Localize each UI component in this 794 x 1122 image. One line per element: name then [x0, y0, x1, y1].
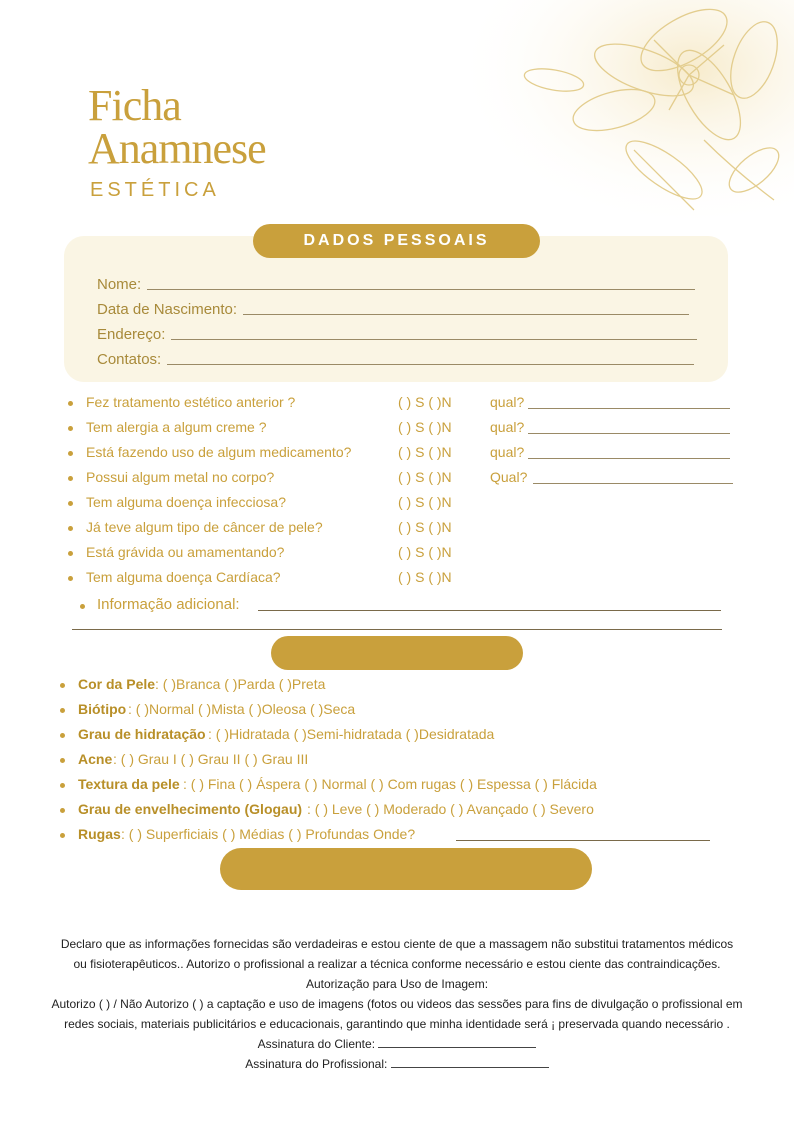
question-text: Tem alguma doença Cardíaca? — [86, 569, 281, 585]
bullet — [60, 783, 65, 788]
bullet — [80, 604, 85, 609]
additional-info-label: Informação adicional: — [97, 596, 240, 613]
attr-options[interactable]: : ( ) Fina ( ) Áspera ( ) Normal ( ) Com rugas ( ) Espessa ( ) Flácida — [183, 776, 597, 792]
declaration-line: Autorizo ( ) / Não Autorizo ( ) a captação e uso de imagens (fotos ou videos das sessões para fins de divulgação o profissional em — [51, 997, 743, 1011]
answer-line[interactable] — [528, 458, 730, 459]
question-text: Tem alguma doença infecciosa? — [86, 494, 287, 510]
field-line — [243, 313, 689, 315]
question-text: Fez tratamento estético anterior ? — [86, 394, 296, 410]
attr-options[interactable]: : ( ) Superficiais ( ) Médias ( ) Profundas Onde? — [121, 826, 416, 842]
question-text: Está grávida ou amamentando? — [86, 544, 285, 560]
qual-label: qual? — [490, 419, 525, 435]
qual-label: qual? — [490, 394, 525, 410]
subtitle: ESTÉTICA — [90, 179, 220, 201]
field-data-nascimento[interactable] — [97, 298, 689, 318]
attr-label: Grau de envelhecimento (Glogau) — [78, 801, 303, 817]
bullet — [60, 758, 65, 763]
yes-no-options[interactable]: ( ) S ( )N — [398, 394, 452, 410]
declaration-line: Declaro que as informações fornecidas são verdadeiras e estou ciente de que a massagem não substitui tratamentos médicos — [60, 937, 734, 951]
yes-no-options[interactable]: ( ) S ( )N — [398, 444, 452, 460]
answer-line[interactable] — [528, 408, 730, 409]
question-text: Está fazendo uso de algum medicamento? — [86, 444, 352, 460]
title-line-2: Anamnese — [88, 124, 266, 173]
yes-no-options[interactable]: ( ) S ( )N — [398, 494, 452, 510]
section-heading-dados-pessoais: DADOS PESSOAIS — [253, 224, 540, 258]
attr-options[interactable]: : ( )Branca ( )Parda ( )Preta — [155, 676, 326, 692]
field-line — [171, 338, 697, 340]
declaration — [20, 934, 774, 1074]
bullet — [68, 451, 73, 456]
question-text: Possui algum metal no corpo? — [86, 469, 275, 485]
bullet — [68, 501, 73, 506]
answer-line[interactable] — [533, 483, 733, 484]
rugas-onde-line[interactable] — [456, 840, 710, 841]
title-line-1: Ficha — [88, 81, 181, 130]
bullet — [68, 401, 73, 406]
attr-label: Textura da pele — [78, 776, 180, 792]
bullet — [68, 551, 73, 556]
bullet — [60, 708, 65, 713]
additional-info-row — [80, 596, 730, 616]
field-label: Nome: — [97, 276, 142, 293]
section-heading-blank — [271, 636, 523, 670]
attr-options[interactable]: : ( )Normal ( )Mista ( )Oleosa ( )Seca — [128, 701, 356, 717]
section-heading-blank-2 — [220, 848, 592, 890]
question-text: Tem alergia a algum creme ? — [86, 419, 267, 435]
answer-line[interactable] — [528, 433, 730, 434]
additional-info-line[interactable] — [258, 610, 721, 611]
question-text: Já teve algum tipo de câncer de pele? — [86, 519, 323, 535]
qual-label: Qual? — [490, 469, 528, 485]
bullet — [68, 426, 73, 431]
field-line — [147, 288, 695, 290]
image-authorization-title: Autorização para Uso de Imagem: — [305, 977, 489, 991]
declaration-line: redes sociais, materiais publicitários e educacionais, garantindo que minha identidade será ¡ preservada quando necessário . — [64, 1017, 730, 1031]
floral-decoration — [454, 0, 794, 230]
attr-label: Cor da Pele — [78, 676, 156, 692]
attr-label: Acne — [78, 751, 113, 767]
yes-no-options[interactable]: ( ) S ( )N — [398, 544, 452, 560]
attr-options[interactable]: : ( ) Grau I ( ) Grau II ( ) Grau III — [113, 751, 309, 767]
bullet — [68, 476, 73, 481]
bullet — [68, 576, 73, 581]
bullet — [60, 683, 65, 688]
declaration-line: ou fisioterapêuticos.. Autorizo o profissional a realizar a técnica conforme necessário e estou ciente das contraindicações. — [73, 957, 721, 971]
attr-label: Rugas — [78, 826, 121, 842]
bullet — [60, 808, 65, 813]
field-label: Data de Nascimento: — [97, 301, 238, 318]
attr-label: Biótipo — [78, 701, 127, 717]
field-line — [167, 363, 694, 365]
bullet — [60, 733, 65, 738]
signature-professional-label: Assinatura do Profissional: — [245, 1057, 388, 1071]
bullet — [60, 833, 65, 838]
field-contatos[interactable] — [97, 348, 694, 368]
attr-label: Grau de hidratação — [78, 726, 206, 742]
field-endereco[interactable] — [97, 323, 697, 343]
signature-client-line[interactable] — [378, 1046, 536, 1048]
additional-info-line-2[interactable] — [72, 629, 722, 630]
yes-no-options[interactable]: ( ) S ( )N — [398, 569, 452, 585]
signature-client-label: Assinatura do Cliente: — [257, 1037, 376, 1051]
attr-options[interactable]: : ( ) Leve ( ) Moderado ( ) Avançado ( ) Severo — [307, 801, 594, 817]
yes-no-options[interactable]: ( ) S ( )N — [398, 519, 452, 535]
field-label: Contatos: — [97, 351, 162, 368]
signature-professional-row — [20, 1054, 774, 1074]
field-nome[interactable] — [97, 273, 695, 293]
signature-professional-line[interactable] — [391, 1066, 549, 1068]
yes-no-options[interactable]: ( ) S ( )N — [398, 469, 452, 485]
yes-no-options[interactable]: ( ) S ( )N — [398, 419, 452, 435]
bullet — [68, 526, 73, 531]
qual-label: qual? — [490, 444, 525, 460]
signature-client-row — [20, 1034, 774, 1054]
field-label: Endereço: — [97, 326, 166, 343]
attr-options[interactable]: : ( )Hidratada ( )Semi-hidratada ( )Desidratada — [208, 726, 495, 742]
